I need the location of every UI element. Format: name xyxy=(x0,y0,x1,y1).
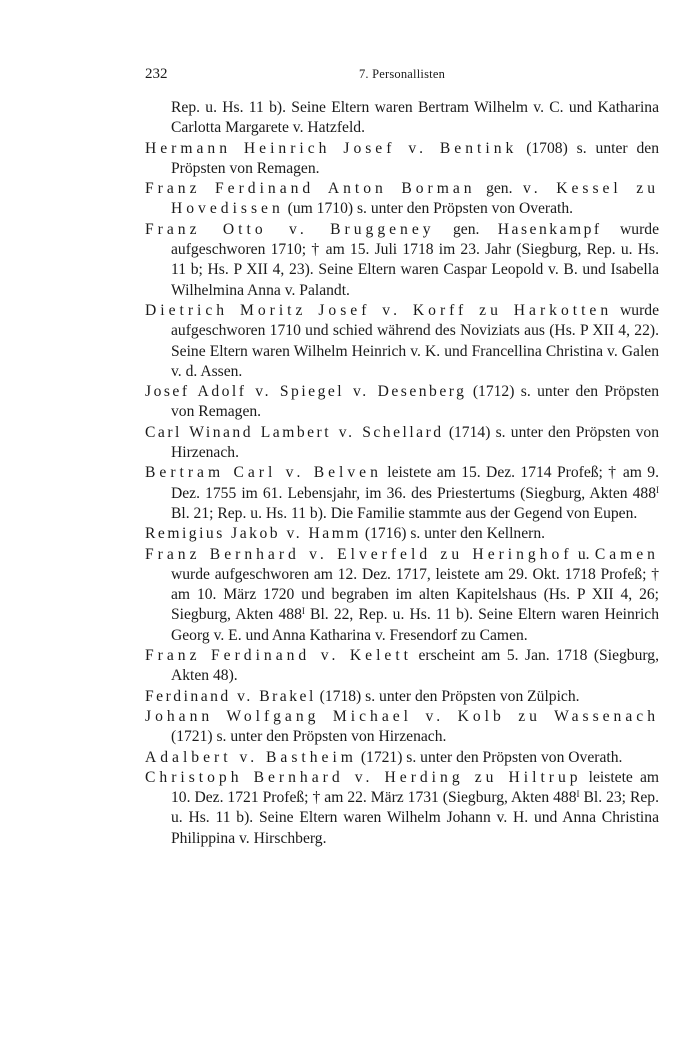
entry: Franz Otto v. Bruggeney gen. Hasenkampf wurde aufgeschworen 1710; † am 15. Juli 1718 im 23. Jahr (Siegburg, Rep. u. Hs. 11 b; Hs. P XII 4, 23). Seine Eltern waren Caspar Leopold v. B. und Isabella Wilhelmina Anna v. Palandt. xyxy=(145,220,659,299)
person-name-part: v. Kessel zu Hovedissen xyxy=(171,180,659,218)
entry: Ferdinand v. Brakel (1718) s. unter den Pröpsten von Zülpich. xyxy=(145,687,580,705)
person-name: Carl Winand Lambert v. Schellard xyxy=(145,423,444,441)
entry: Hermann Heinrich Josef v. Bentink (1708) s. unter den Pröpsten von Remagen. xyxy=(145,139,659,177)
person-name: Remigius Jakob v. Hamm xyxy=(145,525,361,543)
superscript: I xyxy=(301,606,305,617)
person-name: Josef Adolf v. Spiegel v. Desenberg xyxy=(145,383,467,401)
person-name: Hermann Heinrich Josef v. Bentink xyxy=(145,139,518,157)
person-name: Christoph Bernhard v. Herding zu Hiltrup xyxy=(145,768,582,786)
entry: Dietrich Moritz Josef v. Korff zu Harkotten wurde aufgeschworen 1710 und schied während des Noviziats aus (Hs. P XII 4, 22). Seine Eltern waren Wilhelm Heinrich v. K. und Francellina Christina v. Galen v. d. Assen. xyxy=(145,301,659,380)
page-header xyxy=(145,66,659,86)
person-name-part: Hasenkampf xyxy=(497,220,602,238)
entry: Christoph Bernhard v. Herding zu Hiltrup leistete am 10. Dez. 1721 Profeß; † am 22. März 1731 (Siegburg, Akten $488^I$ Bl. 23; Rep. u. Hs. 11 b). Seine Eltern waren Wilhelm Johann v. H. und Anna Christina Philippina v. Hirschberg. xyxy=(145,768,659,847)
entry: Franz Ferdinand Anton Borman gen. v. Kessel zu Hovedissen (um 1710) s. unter den Pröpsten von Overath. xyxy=(145,180,659,218)
superscript: I xyxy=(576,789,580,800)
entry: Adalbert v. Bastheim (1721) s. unter den Pröpsten von Overath. xyxy=(145,748,623,766)
running-head: 7. Personallisten xyxy=(358,67,446,81)
entry: Remigius Jakob v. Hamm (1716) s. unter den Kellnern. xyxy=(145,525,546,543)
entry: Bertram Carl v. Belven leistete am 15. Dez. 1714 Profeß; † am 9. Dez. 1755 im 61. Lebensjahr, im 36. des Priestertums (Siegburg, Akten $488^I$ Bl. 21; Rep. u. Hs. 11 b). Die Familie stammte aus der Gegend von Eupen. xyxy=(145,464,659,522)
person-name: Franz Bernhard v. Elverfeld zu Heringhof xyxy=(145,545,573,563)
person-name: Johann Wolfgang Michael v. Kolb zu Wassenach xyxy=(145,707,659,725)
entry: Johann Wolfgang Michael v. Kolb zu Wassenach (1721) s. unter den Pröpsten von Hirzenach. xyxy=(145,707,659,746)
person-name: Franz Otto v. Bruggeney xyxy=(145,220,435,238)
entry-list xyxy=(145,98,659,849)
page-number: 232 xyxy=(145,66,168,82)
person-name: Adalbert v. Bastheim xyxy=(145,748,357,766)
person-name: Ferdinand v. Brakel xyxy=(145,687,316,705)
person-name-part: Camen xyxy=(594,545,659,563)
person-name: Franz Ferdinand v. Kelett xyxy=(145,647,412,665)
entry: Josef Adolf v. Spiegel v. Desenberg (1712) s. unter den Pröpsten von Remagen. xyxy=(145,383,660,421)
person-name: Franz Ferdinand Anton Borman xyxy=(145,180,476,198)
person-name: Dietrich Moritz Josef v. Korff zu Harkotten xyxy=(145,301,613,319)
entry-continuation: Rep. u. Hs. 11 b). Seine Eltern waren Bertram Wilhelm v. C. und Katharina Carlotta Margarete v. Hatzfeld. xyxy=(171,99,659,137)
superscript: I xyxy=(656,484,659,495)
entry: Carl Winand Lambert v. Schellard (1714) s. unter den Pröpsten von Hirzenach. xyxy=(145,423,659,462)
entry: Franz Bernhard v. Elverfeld zu Heringhof u. Camen wurde aufgeschworen am 12. Dez. 1717, leistete am 29. Okt. 1718 Profeß; † am 10. März 1720 und begraben im alten Kapitelshaus (Hs. P XII 4, 26; Siegburg, Akten $488^I$ Bl. 22, Rep. u. Hs. 11 b). Seine Eltern waren Heinrich Georg v. E. und Anna Katharina v. Fresendorf zu Camen. xyxy=(145,545,660,644)
person-name: Bertram Carl v. Belven xyxy=(145,464,382,482)
entry: Franz Ferdinand v. Kelett erscheint am 5. Jan. 1718 (Siegburg, Akten 48). xyxy=(145,647,659,685)
